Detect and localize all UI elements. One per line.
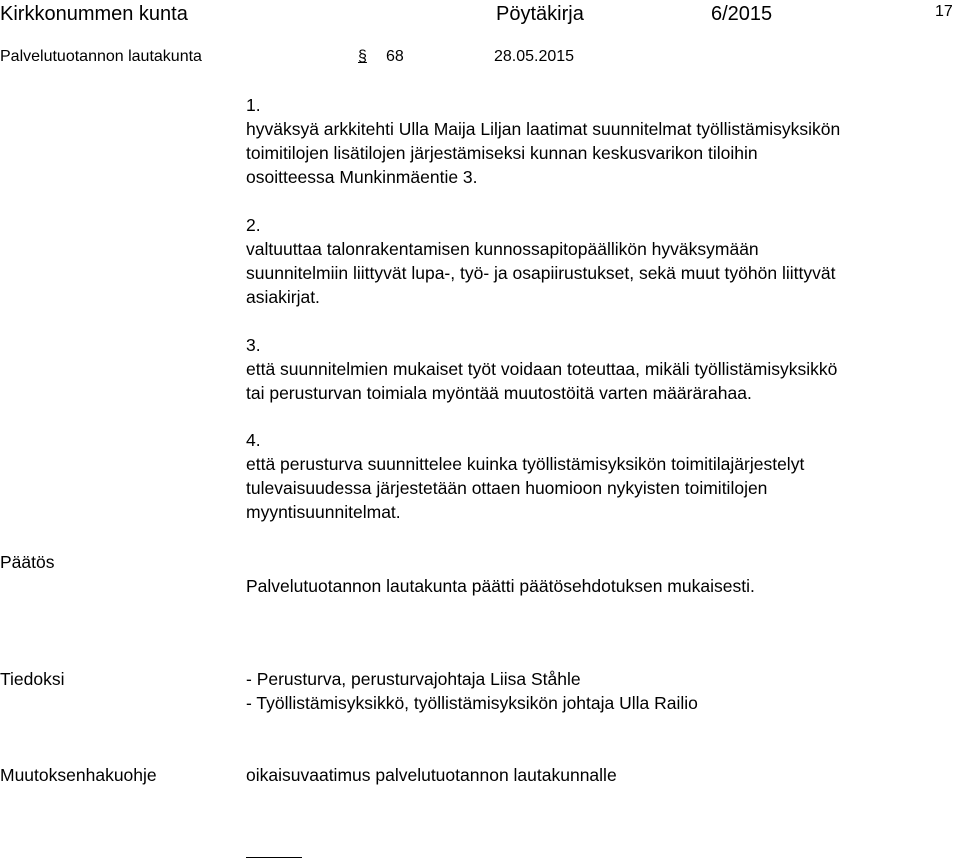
section-number: 68 <box>386 48 404 65</box>
distribution-item: - Perusturva, perusturvajohtaja Liisa Ståhle <box>246 669 581 689</box>
item-number: 3. <box>246 335 261 355</box>
item-line: että perusturva suunnittelee kuinka työllistämisyksikön toimitilajärjestelyt <box>246 454 805 474</box>
page-number: 17 <box>935 3 953 20</box>
item-line: hyväksyä arkkitehti Ulla Maija Liljan laatimat suunnitelmat työllistämisyksikön <box>246 119 841 139</box>
item-line: tulevaisuudessa järjestetään ottaen huomioon nykyisten toimitilojen <box>246 478 768 498</box>
distribution-item: - Työllistämisyksikkö, työllistämisyksikön johtaja Ulla Railio <box>246 693 698 713</box>
item-number: 1. <box>246 95 261 115</box>
item-line: osoitteessa Munkinmäentie 3. <box>246 167 478 187</box>
appeal-text: oikaisuvaatimus palvelutuotannon lautakunnalle <box>246 765 617 785</box>
item-line: että suunnitelmien mukaiset työt voidaan toteuttaa, mikäli työllistämisyksikkö <box>246 359 838 379</box>
distribution-label: Tiedoksi <box>0 669 65 689</box>
municipality-name: Kirkkonummen kunta <box>0 3 188 25</box>
item-number: 4. <box>246 430 261 450</box>
proposal-item-3 <box>246 333 956 405</box>
decision-text: Palvelutuotannon lautakunta päätti päätösehdotuksen mukaisesti. <box>246 576 755 596</box>
proposal-item-4 <box>246 428 956 524</box>
document-number: 6/2015 <box>711 3 773 25</box>
proposal-item-1 <box>246 93 956 189</box>
item-line: tai perusturvan toimiala myöntää muutostöitä varten määrärahaa. <box>246 383 752 403</box>
item-line: valtuuttaa talonrakentamisen kunnossapitopäällikön hyväksymään <box>246 239 759 259</box>
item-line: toimitilojen lisätilojen järjestämiseksi kunnan keskusvarikon tiloihin <box>246 143 758 163</box>
board-name: Palvelutuotannon lautakunta <box>0 48 202 65</box>
item-line: asiakirjat. <box>246 287 320 307</box>
meeting-date: 28.05.2015 <box>494 48 575 65</box>
section-symbol: § <box>358 48 367 65</box>
appeal-label: Muutoksenhakuohje <box>0 765 157 785</box>
footer-rule <box>246 857 302 858</box>
item-line: myyntisuunnitelmat. <box>246 502 401 522</box>
proposal-item-2 <box>246 213 956 309</box>
item-line: suunnitelmiin liittyvät lupa-, työ- ja osapiirustukset, sekä muut työhön liittyvät <box>246 263 836 283</box>
document-type: Pöytäkirja <box>496 3 584 25</box>
distribution-list <box>246 667 956 715</box>
item-number: 2. <box>246 215 261 235</box>
decision-label: Päätös <box>0 552 55 572</box>
